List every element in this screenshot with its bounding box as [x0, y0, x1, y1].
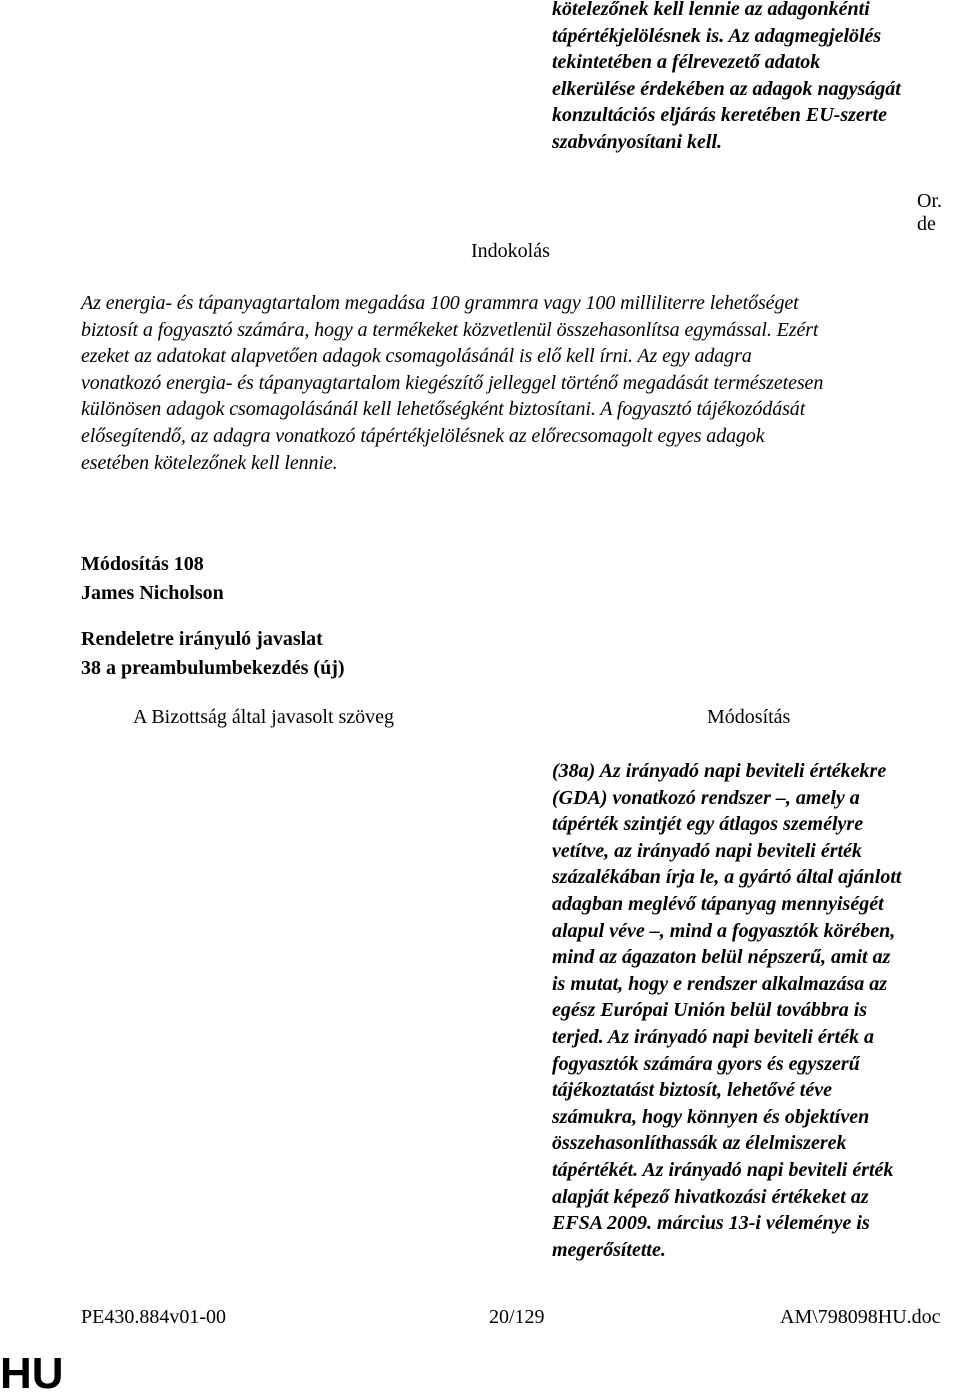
amendment-text-line: vetítve, az irányadó napi beviteli érték	[552, 839, 862, 862]
amendment-text-line: tápértékét. Az irányadó napi beviteli érték	[552, 1158, 894, 1181]
amendment-text-line: tápérték szintjét egy átlagos személyre	[552, 813, 864, 836]
proposal-title: Rendeletre irányuló javaslat	[81, 628, 323, 650]
amendment-text-line: egész Európai Unión belül továbbra is	[552, 999, 868, 1022]
amendment-author: James Nicholson	[81, 582, 224, 604]
amendment-text-line: mind az ágazaton belül népszerű, amit az	[552, 946, 891, 969]
justification-heading: Indokolás	[471, 240, 550, 262]
amendment-number: Módosítás 108	[81, 553, 204, 575]
original-language-label: Or. de	[917, 190, 942, 235]
amendment-text	[552, 758, 957, 1263]
justification-line: vonatkozó energia- és tápanyagtartalom kiegészítő jelleggel történő megadását természetesen	[81, 371, 824, 394]
footer-page-number: 20/129	[489, 1306, 545, 1328]
justification-line: különösen adagok csomagolásánál kell lehetőségként biztosítani. A fogyasztó tájékozódását	[81, 398, 806, 421]
amendment-text-line: összehasonlíthassák az élelmiszerek	[552, 1132, 847, 1155]
amendment-text-line: alapját képező hivatkozási értékeket az	[552, 1185, 869, 1208]
recital-reference: 38 a preambulumbekezdés (új)	[81, 657, 345, 679]
amendment-text-line: tájékoztatást biztosít, lehetővé téve	[552, 1079, 832, 1102]
amendment-text-line: EFSA 2009. március 13-i véleménye is	[552, 1212, 870, 1235]
justification-text	[81, 290, 956, 476]
proposal-reference	[81, 625, 345, 683]
continuation-line: tápértékjelölésnek is. Az adagmegjelölés	[552, 24, 882, 47]
amendment-column-header: Módosítás	[707, 706, 791, 728]
amendment-text-line: is mutat, hogy e rendszer alkalmazása az	[552, 972, 888, 995]
amendment-text-line: fogyasztók számára gyors és egyszerű	[552, 1052, 860, 1075]
amendment-text-line: számukra, hogy könnyen és objektíven	[552, 1105, 870, 1128]
commission-text-column-header: A Bizottság által javasolt szöveg	[133, 706, 395, 728]
previous-amendment-continuation	[552, 0, 952, 156]
footer-file-name: AM\798098HU.doc	[780, 1306, 941, 1328]
footer-doc-reference: PE430.884v01-00	[81, 1306, 226, 1328]
justification-line: Az energia- és tápanyagtartalom megadása 100 grammra vagy 100 milliliterre lehetőséget	[81, 292, 799, 314]
amendment-text-line: alapul véve –, mind a fogyasztók körében,	[552, 919, 896, 942]
justification-line: esetében kötelezőnek kell lennie.	[81, 451, 338, 474]
justification-line: elősegítendő, az adagra vonatkozó tápértékjelölésnek az előrecsomagolt egyes adagok	[81, 424, 765, 447]
amendment-header	[81, 550, 224, 608]
amendment-text-line: (GDA) vonatkozó rendszer –, amely a	[552, 786, 860, 809]
amendment-text-line: megerősítette.	[552, 1238, 666, 1261]
amendment-text-line: adagban meglévő tápanyag mennyiségét	[552, 892, 884, 915]
amendment-text-line: százalékában írja le, a gyártó által ajánlott	[552, 866, 902, 889]
amendment-text-line: terjed. Az irányadó napi beviteli érték a	[552, 1025, 875, 1048]
continuation-line: kötelezőnek kell lennie az adagonkénti	[552, 0, 870, 20]
amendment-text-line: (38a) Az irányadó napi beviteli értékekre	[552, 760, 887, 782]
justification-line: ezeket az adatokat alapvetően adagok csomagolásánál is elő kell írni. Az egy adagra	[81, 345, 752, 368]
continuation-line: tekintetében a félrevezető adatok	[552, 51, 821, 74]
continuation-line: konzultációs eljárás keretében EU-szerte	[552, 104, 887, 127]
continuation-line: elkerülése érdekében az adagok nagyságát	[552, 77, 901, 100]
continuation-line: szabványosítani kell.	[552, 130, 723, 153]
justification-line: biztosít a fogyasztó számára, hogy a termékeket közvetlenül összehasonlítsa egymással. Ezért	[81, 318, 819, 341]
language-code: HU	[0, 1349, 64, 1398]
